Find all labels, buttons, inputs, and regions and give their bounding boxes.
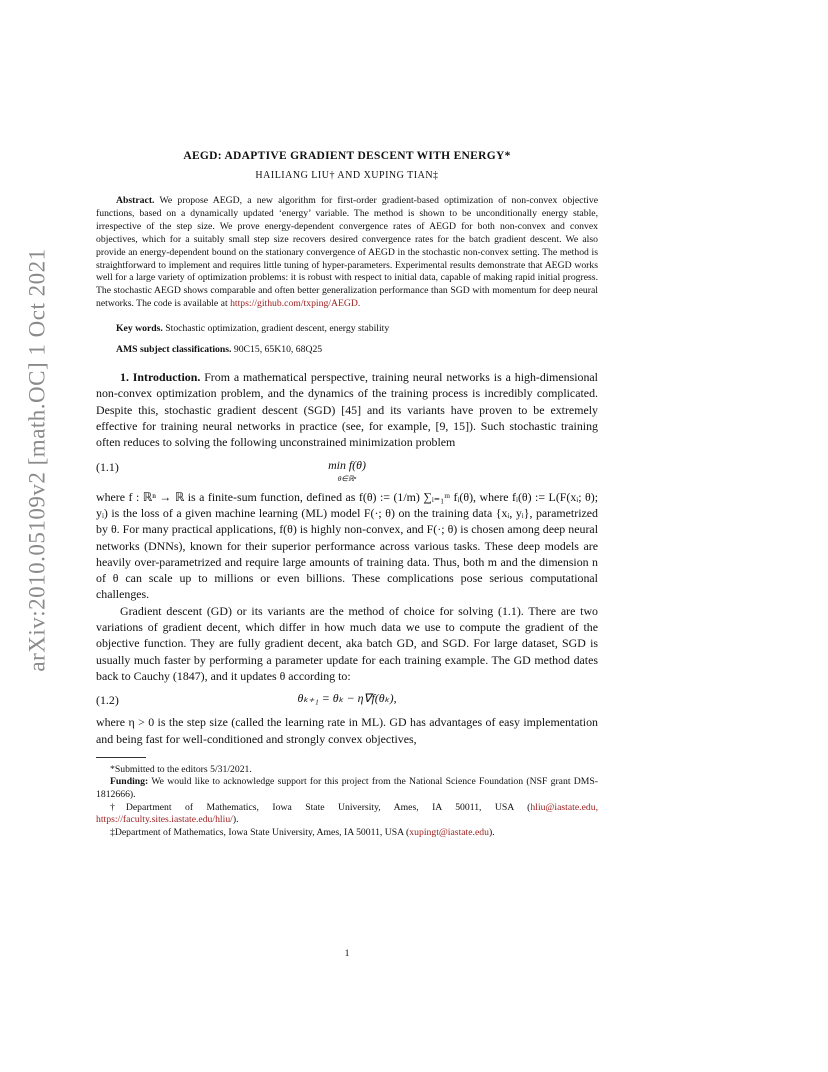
paper-page <box>96 140 598 959</box>
intro-paragraph-2: where f : ℝⁿ → ℝ is a finite-sum function, defined as f(θ) := (1/m) ∑ᵢ₌₁ᵐ fᵢ(θ), where fᵢ(θ) := L(F(xᵢ; θ); yᵢ) is the loss of a given machine learning (ML) model F(·; θ) on the training data {xᵢ, yᵢ}, parametrized by θ. For many practical applications, f(θ) is highly non-convex, and F(·; θ) is chosen among deep neural networks (DNNs), known for their superior performance across various tasks. These deep models are heavily over-parametrized and require large amounts of training data. Thus, both m and the dimension n of θ can scale up to millions or even billions. These complications pose serious computational challenges. <box>96 489 598 602</box>
arxiv-stamp <box>25 248 51 672</box>
equation-1-2 <box>96 684 598 714</box>
intro-paragraph-4: where η > 0 is the step size (called the learning rate in ML). GD has advantages of easy implementation and being fast for well-conditioned and strongly convex objectives, <box>96 715 598 746</box>
section-heading: 1. Introduction. <box>120 370 201 385</box>
footnotes <box>96 764 598 840</box>
author-2-affiliation: ‡Department of Mathematics, Iowa State University, Ames, IA 50011, USA ( <box>110 826 410 838</box>
funding-text: We would like to acknowledge support for this project from the National Science Foundation (NSF grant DMS-1812666). <box>96 776 598 800</box>
intro-p1-text: From a mathematical perspective, training neural networks is a high-dimensional non-convex optimization problem, and the dynamics of the training process is incredibly complicated. Despite this, stochastic gradient descent (SGD) [45] and its variants have proven to be extremely effective for training neural networks in practice (see, for example, [9, 15]). Such stochastic training often reduces to solving the following unconstrained minimization problem <box>96 370 598 450</box>
intro-paragraph-1 <box>96 369 598 450</box>
introduction <box>96 369 598 747</box>
arxiv-stamp-text: arXiv:2010.05109v2 [math.OC] 1 Oct 2021 <box>25 248 51 672</box>
author-2-email[interactable]: xupingt@iastate.edu <box>409 826 489 838</box>
eq1-number: (1.1) <box>96 459 119 474</box>
footnote-author-2: ‡Department of Mathematics, Iowa State University, Ames, IA 50011, USA (xupingt@iastate.edu). <box>110 826 495 838</box>
page-number: 1 <box>344 948 350 959</box>
abstract-text: We propose AEGD, a new algorithm for first-order gradient-based optimization of non-convex objective functions, based on a dynamically updated ‘energy’ variable. The method is shown to be unconditionally energy stable, irrespective of the step size. We prove energy-dependent convergence rates of AEGD for both non-convex and convex objectives, which for a suitably small step size recovers desired convergence rates for the batch gradient descent. We also provide an energy-dependent bound on the stationary convergence of AEGD in the stochastic non-convex setting. The method is straightforward to implement and requires little tuning of hyper-parameters. Experimental results demonstrate that AEGD works well for a large variety of optimization problems: it is robust with respect to initial data, capable of making rapid initial progress. The stochastic AEGD shows comparable and often better generalization performance than SGD with momentum for deep neural networks. The code is available at <box>96 195 598 310</box>
eq1-expression: min f(θ) <box>328 457 366 472</box>
intro-paragraph-3: Gradient descent (GD) or its variants are the method of choice for solving (1.1). There are two variations of gradient decent, which differ in how much data we use to compute the gradient of the objective function. They are fully gradient decent, aka batch GD, and SGD. For large dataset, SGD is usually much faster by performing a parameter update for each training example. The GD method dates back to Cauchy (1847), and it updates θ according to: <box>96 603 598 683</box>
keywords-text: Stochastic optimization, gradient descent, energy stability <box>165 323 390 335</box>
code-link[interactable]: https://github.com/txping/AEGD. <box>230 298 361 310</box>
ams-classifications <box>96 344 598 355</box>
footnote-author-1: †Department of Mathematics, Iowa State University, Ames, IA 50011, USA (hliu@iastate.edu, https://faculty.sites.iastate.edu/hliu/). <box>96 801 598 826</box>
abstract <box>96 195 598 311</box>
paper-title: AEGD: ADAPTIVE GRADIENT DESCENT WITH ENERGY* <box>183 150 511 162</box>
footnote-submitted: *Submitted to the editors 5/31/2021. <box>110 763 252 775</box>
paper-authors: HAILIANG LIU† AND XUPING TIAN‡ <box>255 170 439 181</box>
author-1-url[interactable]: https://faculty.sites.iastate.edu/hliu/ <box>96 814 233 826</box>
abstract-label: Abstract. <box>116 195 155 206</box>
keywords-label: Key words. <box>116 323 163 335</box>
ams-text: 90C15, 65K10, 68Q25 <box>233 344 323 356</box>
eq2-math <box>96 690 598 706</box>
eq1-subscript: θ∈ℝⁿ <box>337 473 357 483</box>
ams-label: AMS subject classifications. <box>116 344 232 356</box>
footnote-rule <box>96 757 146 758</box>
keywords <box>96 323 598 334</box>
eq2-number: (1.2) <box>96 693 119 708</box>
eq1-math <box>96 457 598 488</box>
funding-label: Funding: <box>110 776 149 788</box>
author-1-affiliation: †Department of Mathematics, Iowa State University, Ames, IA 50011, USA ( <box>110 801 531 813</box>
author-1-email[interactable]: hliu@iastate.edu, <box>530 801 598 813</box>
equation-1-1 <box>96 451 598 489</box>
eq2-expression: θₖ₊₁ = θₖ − η∇f(θₖ), <box>297 691 397 706</box>
footnote-funding <box>96 776 598 801</box>
